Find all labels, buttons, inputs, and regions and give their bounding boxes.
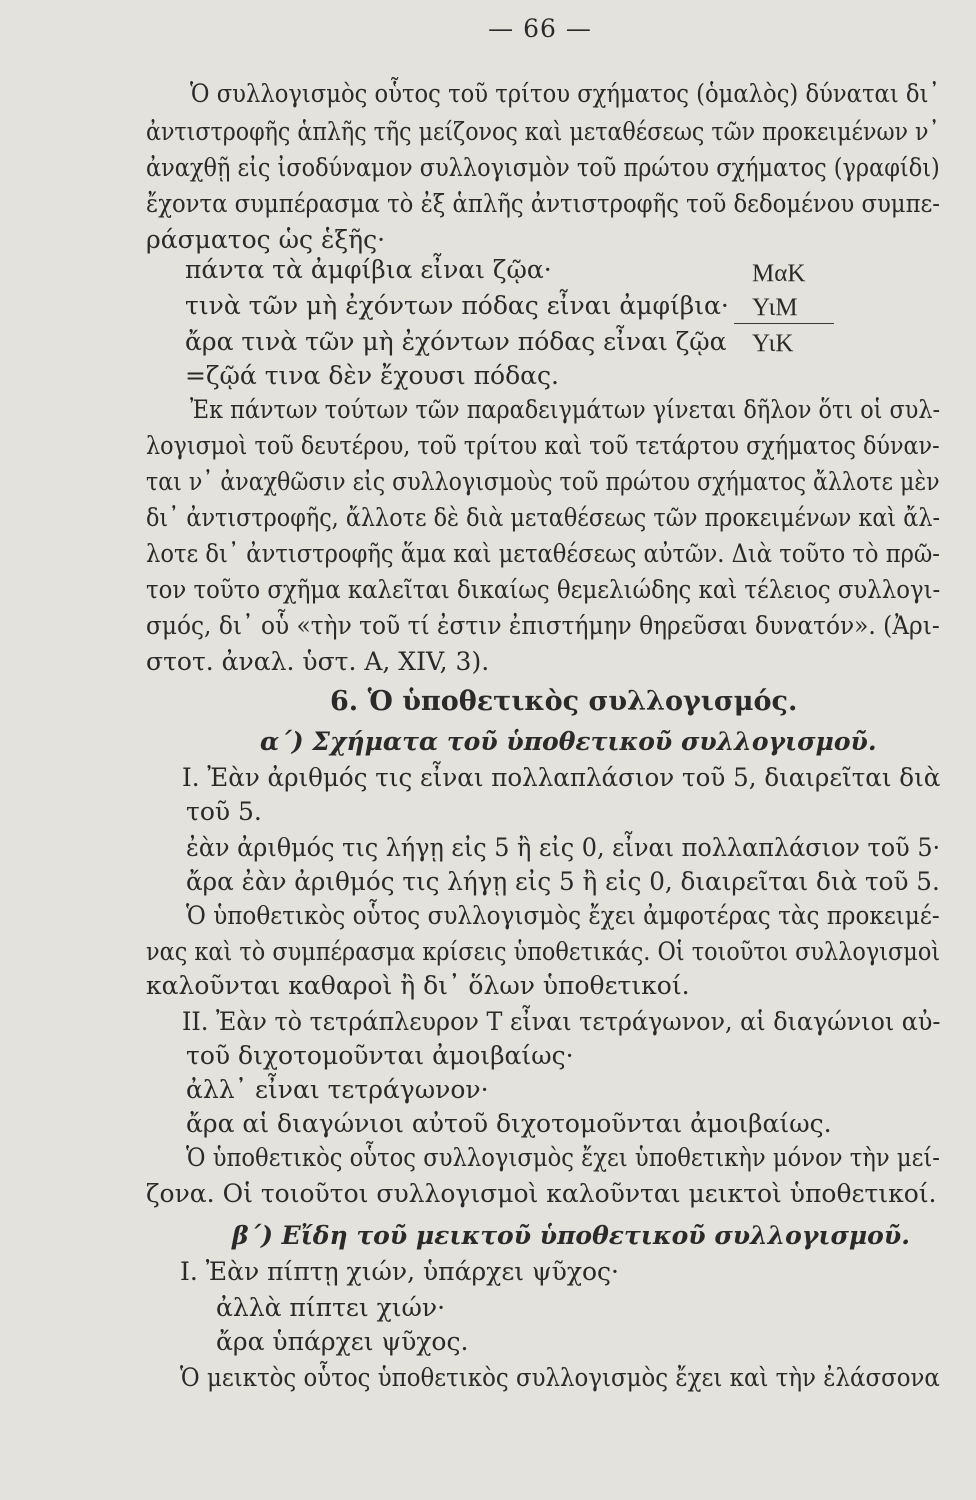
text-line: Ὁ μεικτὸς οὗτος ὑποθετικὸς συλλογισμὸς ἔχει καὶ τὴν ἐλάσσονα (180, 1363, 940, 1392)
section-heading: 6. Ὁ ὑποθετικὸς συλλογισμός. (330, 686, 798, 717)
text-line: I. Ἐὰν πίπτῃ χιών, ὑπάρχει ψῦχος· (180, 1257, 619, 1286)
text-line: I. Ἐὰν ἀριθμός τις εἶναι πολλαπλάσιον τοῦ 5, διαιρεῖται διὰ (182, 763, 941, 792)
text-line: Ὁ ὑποθετικὸς οὗτος συλλογισμὸς ἔχει ἀμφοτέρας τὰς προκειμέ- (186, 901, 940, 930)
text-line: λογισμοὶ τοῦ δευτέρου, τοῦ τρίτου καὶ τοῦ τετάρτου σχήματος δύναν- (146, 431, 940, 460)
text-line: Ὁ συλλογισμὸς οὗτος τοῦ τρίτου σχήματος (ὁμαλὸς) δύναται δι᾿ (190, 79, 940, 108)
text-line: τον τοῦτο σχῆμα καλεῖται δικαίως θεμελιώδης καὶ τέλειος συλλογι- (146, 575, 941, 604)
subsection-heading: α΄) Σχήματα τοῦ ὑποθετικοῦ συλλογισμοῦ. (260, 727, 877, 756)
text-line: τοῦ διχοτομοῦνται ἀμοιβαίως· (186, 1041, 574, 1070)
text-line: ζονα. Οἱ τοιοῦτοι συλλογισμοὶ καλοῦνται μεικτοὶ ὑποθετικοί. (146, 1179, 937, 1208)
text-line: δι᾿ ἀντιστροφῆς, ἄλλοτε δὲ διὰ μεταθέσεως τῶν προκειμένων καὶ ἄλ- (146, 503, 940, 532)
conclusion-rule (734, 323, 834, 324)
text-line: ἄρα ὑπάρχει ψῦχος. (216, 1327, 469, 1356)
text-line: λοτε δι᾿ ἀντιστροφῆς ἅμα καὶ μεταθέσεως αὐτῶν. Διὰ τοῦτο τὸ πρῶ- (146, 539, 940, 568)
text-line: τοῦ 5. (186, 797, 262, 826)
text-line: ἀναχθῇ εἰς ἰσοδύναμον συλλογισμὸν τοῦ πρώτου σχήματος (γραφίδι) (146, 153, 940, 182)
text-line: ἀλλὰ πίπτει χιών· (216, 1293, 446, 1322)
text-line: II. Ἐὰν τὸ τετράπλευρον Τ εἶναι τετράγωνον, αἱ διαγώνιοι αὐ- (182, 1007, 941, 1036)
syllogism-label-conclusion: ΥιΚ (752, 330, 794, 357)
text-line: ἐὰν ἀριθμός τις λήγῃ εἰς 5 ἢ εἰς 0, εἶναι πολλαπλάσιον τοῦ 5· (186, 833, 941, 862)
syllogism-equivalent: =ζῷά τινα δὲν ἔχουσι πόδας. (185, 361, 559, 390)
text-line: στοτ. ἀναλ. ὑστ. Α, XIV, 3). (146, 647, 490, 676)
text-line: ἀντιστροφῆς ἁπλῆς τῆς μείζονος καὶ μεταθέσεως τῶν προκειμένων ν᾿ (146, 117, 940, 146)
syllogism-conclusion: ἄρα τινὰ τῶν μὴ ἐχόντων πόδας εἶναι ζῷα (185, 327, 727, 356)
text-line: ἄρα αἱ διαγώνιοι αὐτοῦ διχοτομοῦνται ἀμοιβαίως. (186, 1109, 832, 1138)
text-line: νας καὶ τὸ συμπέρασμα κρίσεις ὑποθετικάς. Οἱ τοιοῦτοι συλλογισμοὶ (146, 937, 941, 966)
page-number: — 66 — (488, 14, 592, 43)
syllogism-label-major: ΜαΚ (752, 260, 806, 287)
text-line: ράσματος ὡς ἑξῆς· (146, 225, 386, 254)
text-line: ἄρα ἐὰν ἀριθμός τις λήγῃ εἰς 5 ἢ εἰς 0, διαιρεῖται διὰ τοῦ 5. (186, 867, 940, 896)
syllogism-label-minor: ΥιΜ (752, 294, 798, 321)
subsection-heading: β΄) Εἴδη τοῦ μεικτοῦ ὑποθετικοῦ συλλογισμοῦ. (232, 1221, 910, 1250)
text-line: καλοῦνται καθαροὶ ἢ δι᾿ ὅλων ὑποθετικοί. (146, 971, 690, 1000)
text-line: Ἐκ πάντων τούτων τῶν παραδειγμάτων γίνεται δῆλον ὅτι οἱ συλ- (190, 395, 941, 424)
syllogism-premise-minor: τινὰ τῶν μὴ ἐχόντων πόδας εἶναι ἀμφίβια· (185, 291, 729, 320)
text-line: Ὁ ὑποθετικὸς οὗτος συλλογισμὸς ἔχει ὑποθετικὴν μόνον τὴν μεί- (186, 1143, 940, 1172)
text-line: σμός, δι᾿ οὗ «τὴν τοῦ τί ἐστιν ἐπιστήμην θηρεῦσαι δυνατόν». (Ἀρι- (146, 611, 940, 640)
text-line: ἔχοντα συμπέρασμα τὸ ἐξ ἁπλῆς ἀντιστροφῆς τοῦ δεδομένου συμπε- (146, 189, 940, 218)
text-line: ται ν᾿ ἀναχθῶσιν εἰς συλλογισμοὺς τοῦ πρώτου σχήματος ἄλλοτε μὲν (146, 467, 940, 496)
syllogism-premise-major: πάντα τὰ ἀμφίβια εἶναι ζῷα· (185, 255, 552, 284)
text-line: ἀλλ᾿ εἶναι τετράγωνον· (186, 1075, 489, 1104)
